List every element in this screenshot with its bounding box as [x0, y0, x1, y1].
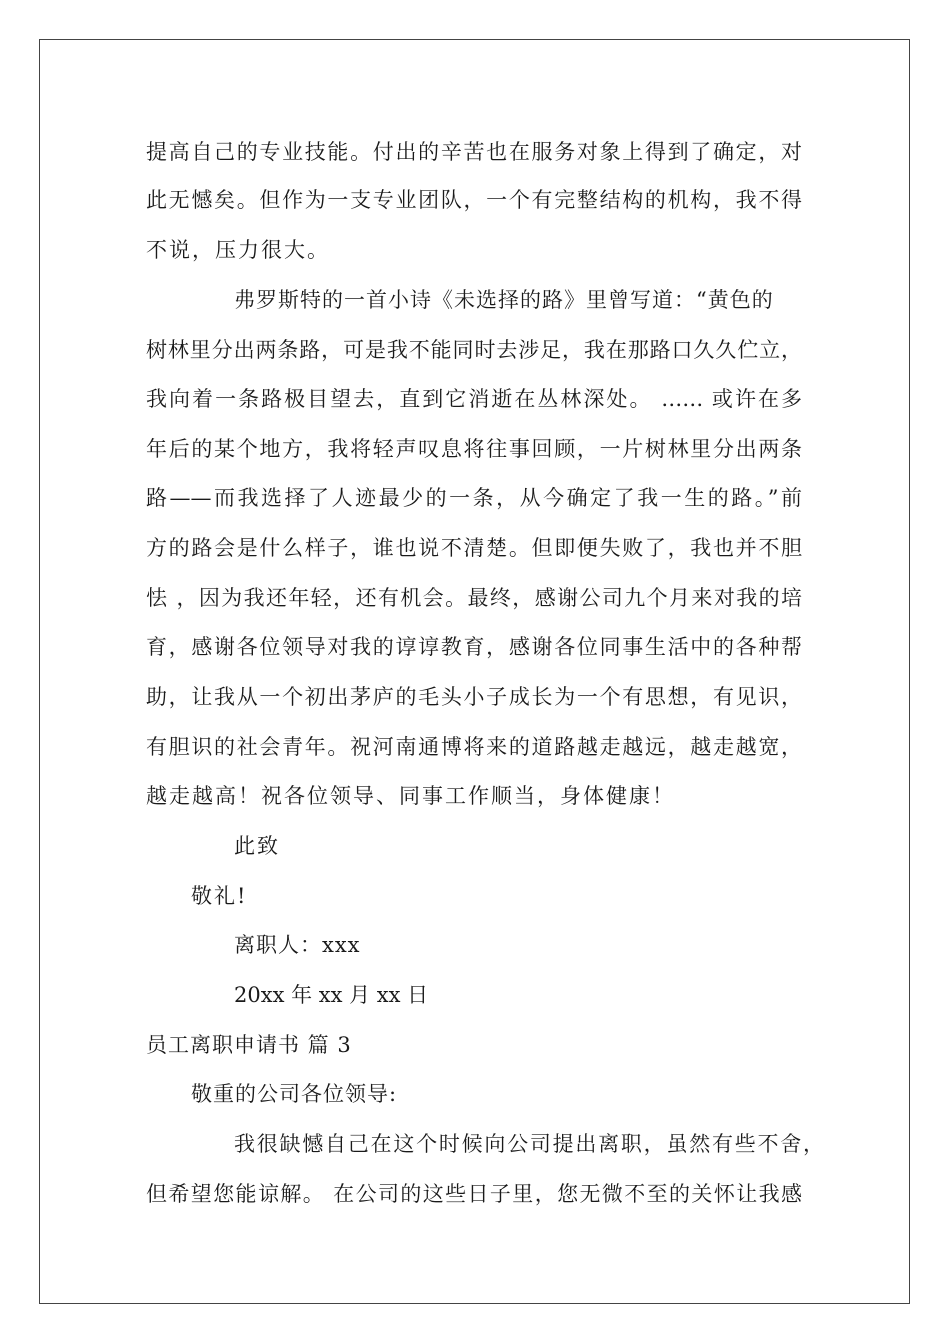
- section-title: 员工离职申请书 篇 3: [146, 1033, 352, 1057]
- closing-text: 此致: [234, 834, 280, 858]
- body-text-line: 助，让我从一个初出茅庐的毛头小子成长为一个有思想，有见识，: [146, 685, 802, 709]
- body-text-line: 此无憾矣。但作为一支专业团队，一个有完整结构的机构，我不得: [146, 188, 802, 212]
- signer-text: 离职人：xxx: [234, 933, 361, 957]
- body-text-line: 但希望您能谅解。 在公司的这些日子里，您无微不至的关怀让我感: [146, 1182, 802, 1206]
- body-text-line: 我向着一条路极目望去，直到它消逝在丛林深处。 …… 或许在多: [146, 387, 802, 411]
- body-text-line: 弗罗斯特的一首小诗《未选择的路》里曾写道：“黄色的: [234, 288, 774, 312]
- body-text-line: 有胆识的社会青年。祝河南通博将来的道路越走越远，越走越宽，: [146, 735, 802, 759]
- body-text-line: 年后的某个地方，我将轻声叹息将往事回顾，一片树林里分出两条: [146, 437, 802, 461]
- greeting-text: 敬重的公司各位领导:: [191, 1082, 398, 1106]
- body-text-line: 怯 ，因为我还年轻，还有机会。最终，感谢公司九个月来对我的培: [146, 586, 802, 610]
- salutation-text: 敬礼!: [191, 884, 248, 908]
- date-text: 20xx 年 xx 月 xx 日: [234, 983, 429, 1007]
- body-text-line: 方的路会是什么样子，谁也说不清楚。但即便失败了，我也并不胆: [146, 536, 802, 560]
- body-text-line: 不说，压力很大。: [146, 238, 330, 262]
- body-text-line: 提高自己的专业技能。付出的辛苦也在服务对象上得到了确定，对: [146, 140, 802, 164]
- page-border: [39, 39, 910, 1304]
- body-text-line: 越走越高！祝各位领导、同事工作顺当，身体健康！: [146, 784, 675, 808]
- body-text-line: 路——而我选择了人迹最少的一条，从今确定了我一生的路。”前: [146, 486, 802, 510]
- body-text-line: 树林里分出两条路，可是我不能同时去涉足，我在那路口久久伫立，: [146, 338, 802, 362]
- body-text-line: 我很缺憾自己在这个时候向公司提出离职，虽然有些不舍，: [234, 1132, 824, 1156]
- body-text-line: 育，感谢各位领导对我的谆谆教育，感谢各位同事生活中的各种帮: [146, 635, 802, 659]
